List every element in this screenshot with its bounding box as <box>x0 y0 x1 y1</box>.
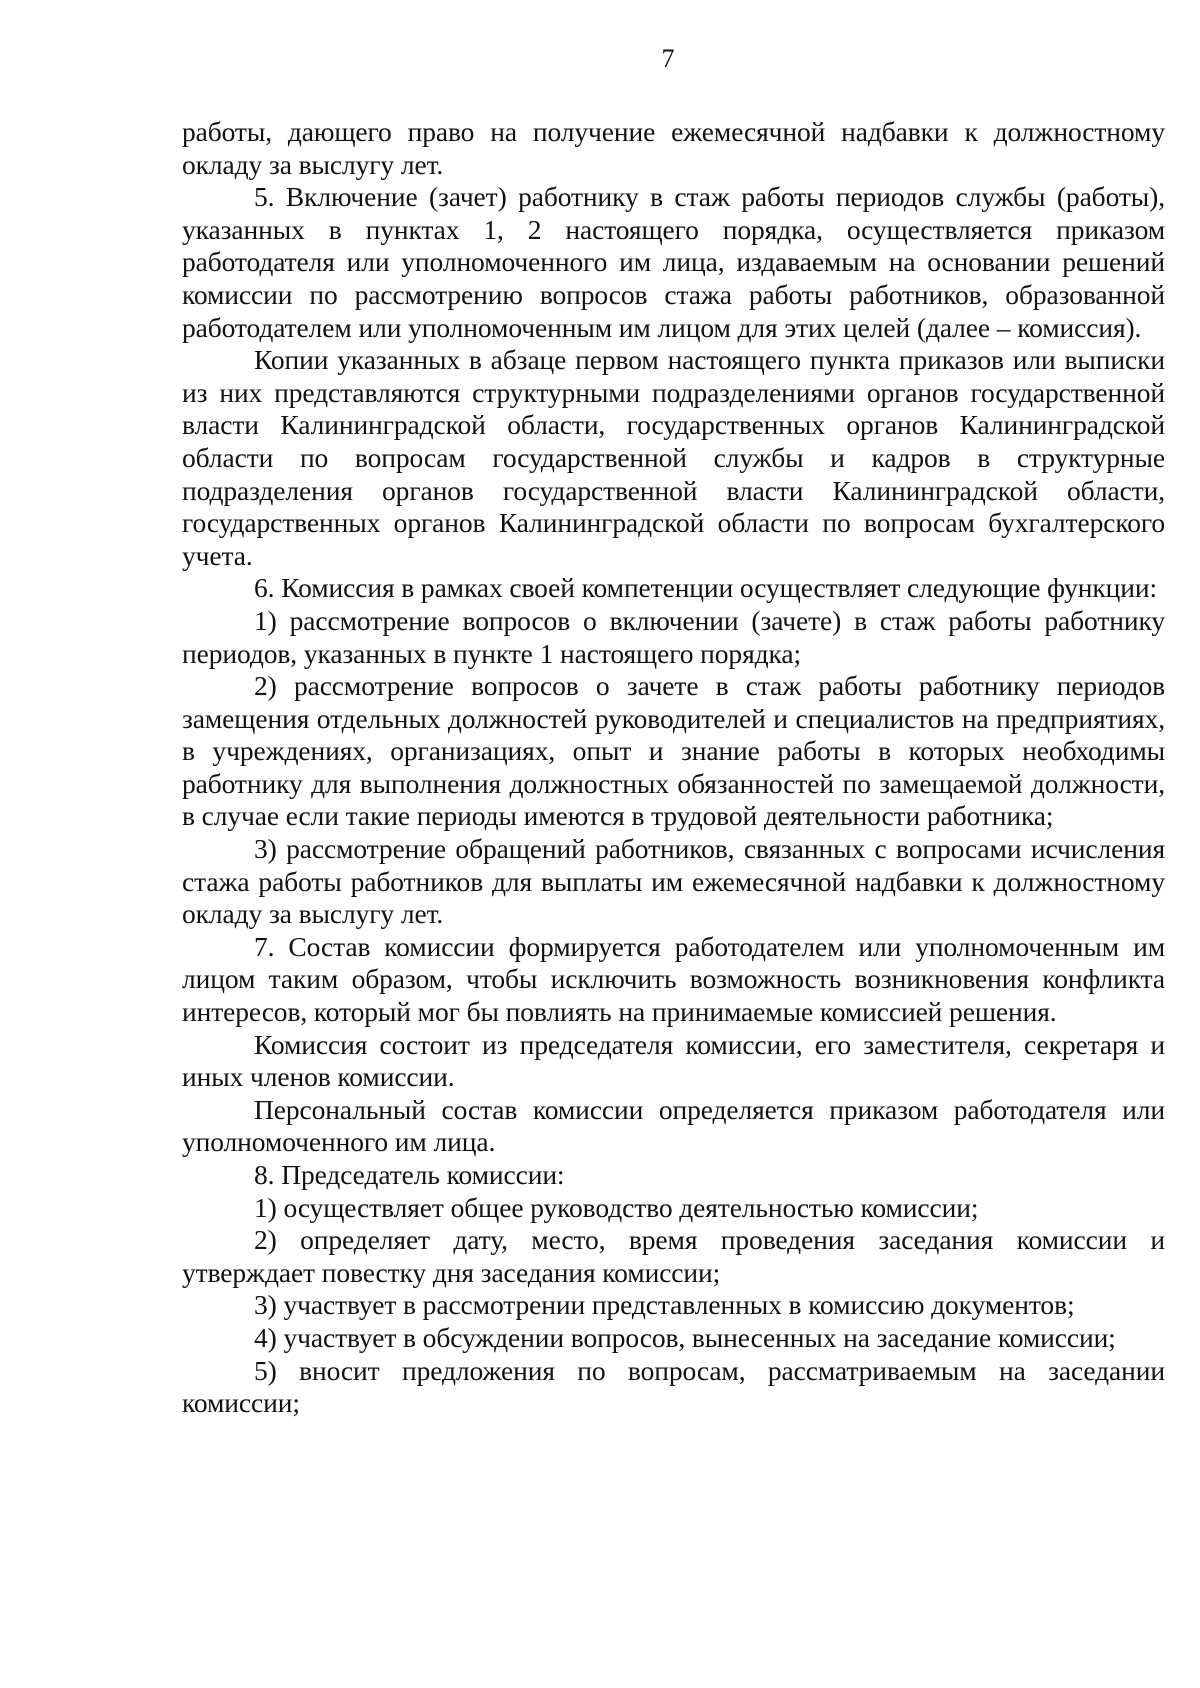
paragraph-continuation: работы, дающего право на получение ежемесячной надбавки к должностному окладу за выслугу лет. <box>182 116 1165 180</box>
paragraph-item-8: 8. Председатель комиссии: <box>254 1159 565 1190</box>
paragraph-item-6-3: 3) рассмотрение обращений работников, связанных с вопросами исчисления стажа работы работников для выплаты им ежемесячной надбавки к должностному окладу за выслугу лет. <box>182 833 1165 930</box>
paragraph-copies: Копии указанных в абзаце первом настоящего пункта приказов или выписки из них представляются структурными подразделениями органов государственной власти Калининградской области, государственных органов Калининградской области по вопросам государственной службы и кадров в структурные подразделения органов государственной власти Калининградской области, государственных органов Калининградской области по вопросам бухгалтерского учета. <box>182 344 1165 571</box>
document-body <box>182 116 1165 1420</box>
page-number: 7 <box>661 44 675 73</box>
paragraph-item-6-1: 1) рассмотрение вопросов о включении (зачете) в стаж работы работнику периодов, указанных в пункте 1 настоящего порядка; <box>182 604 1165 669</box>
paragraph-item-8-3: 3) участвует в рассмотрении представленных в комиссию документов; <box>254 1289 1075 1321</box>
paragraph-personal-composition: Персональный состав комиссии определяется приказом работодателя или уполномоченного им лица. <box>182 1093 1165 1158</box>
paragraph-item-8-4: 4) участвует в обсуждении вопросов, вынесенных на заседание комиссии; <box>254 1321 1116 1353</box>
paragraph-item-8-2: 2) определяет дату, место, время проведения заседания комиссии и утверждает повестку дня заседания комиссии; <box>182 1224 1165 1288</box>
paragraph-item-6-2: 2) рассмотрение вопросов о зачете в стаж работы работнику периодов замещения отдельных должностей руководителей и специалистов на предприятиях, в учреждениях, организациях, опыт и знание работы в которых необходимы работнику для выполнения должностных обязанностей по замещаемой должности, в случае если такие периоды имеются в трудовой деятельности работника; <box>182 670 1165 832</box>
paragraph-item-5: 5. Включение (зачет) работнику в стаж работы периодов службы (работы), указанных в пунктах 1, 2 настоящего порядка, осуществляется приказом работодателя или уполномоченного им лица, издаваемым на основании решений комиссии по рассмотрению вопросов стажа работы работников, образованной работодателем или уполномоченным им лицом для этих целей (далее – комиссия). <box>182 181 1165 343</box>
paragraph-item-6: 6. Комиссия в рамках своей компетенции осуществляет следующие функции: <box>254 572 1158 604</box>
paragraph-commission-members: Комиссия состоит из председателя комиссии, его заместителя, секретаря и иных членов комиссии. <box>182 1028 1165 1093</box>
paragraph-item-7: 7. Состав комиссии формируется работодателем или уполномоченным им лицом таким образом, чтобы исключить возможность возникновения конфликта интересов, который мог бы повлиять на принимаемые комиссией решения. <box>182 930 1165 1028</box>
paragraph-item-8-5: 5) вносит предложения по вопросам, рассматриваемым на заседании комиссии; <box>182 1354 1165 1419</box>
paragraph-item-8-1: 1) осуществляет общее руководство деятельностью комиссии; <box>254 1191 979 1223</box>
